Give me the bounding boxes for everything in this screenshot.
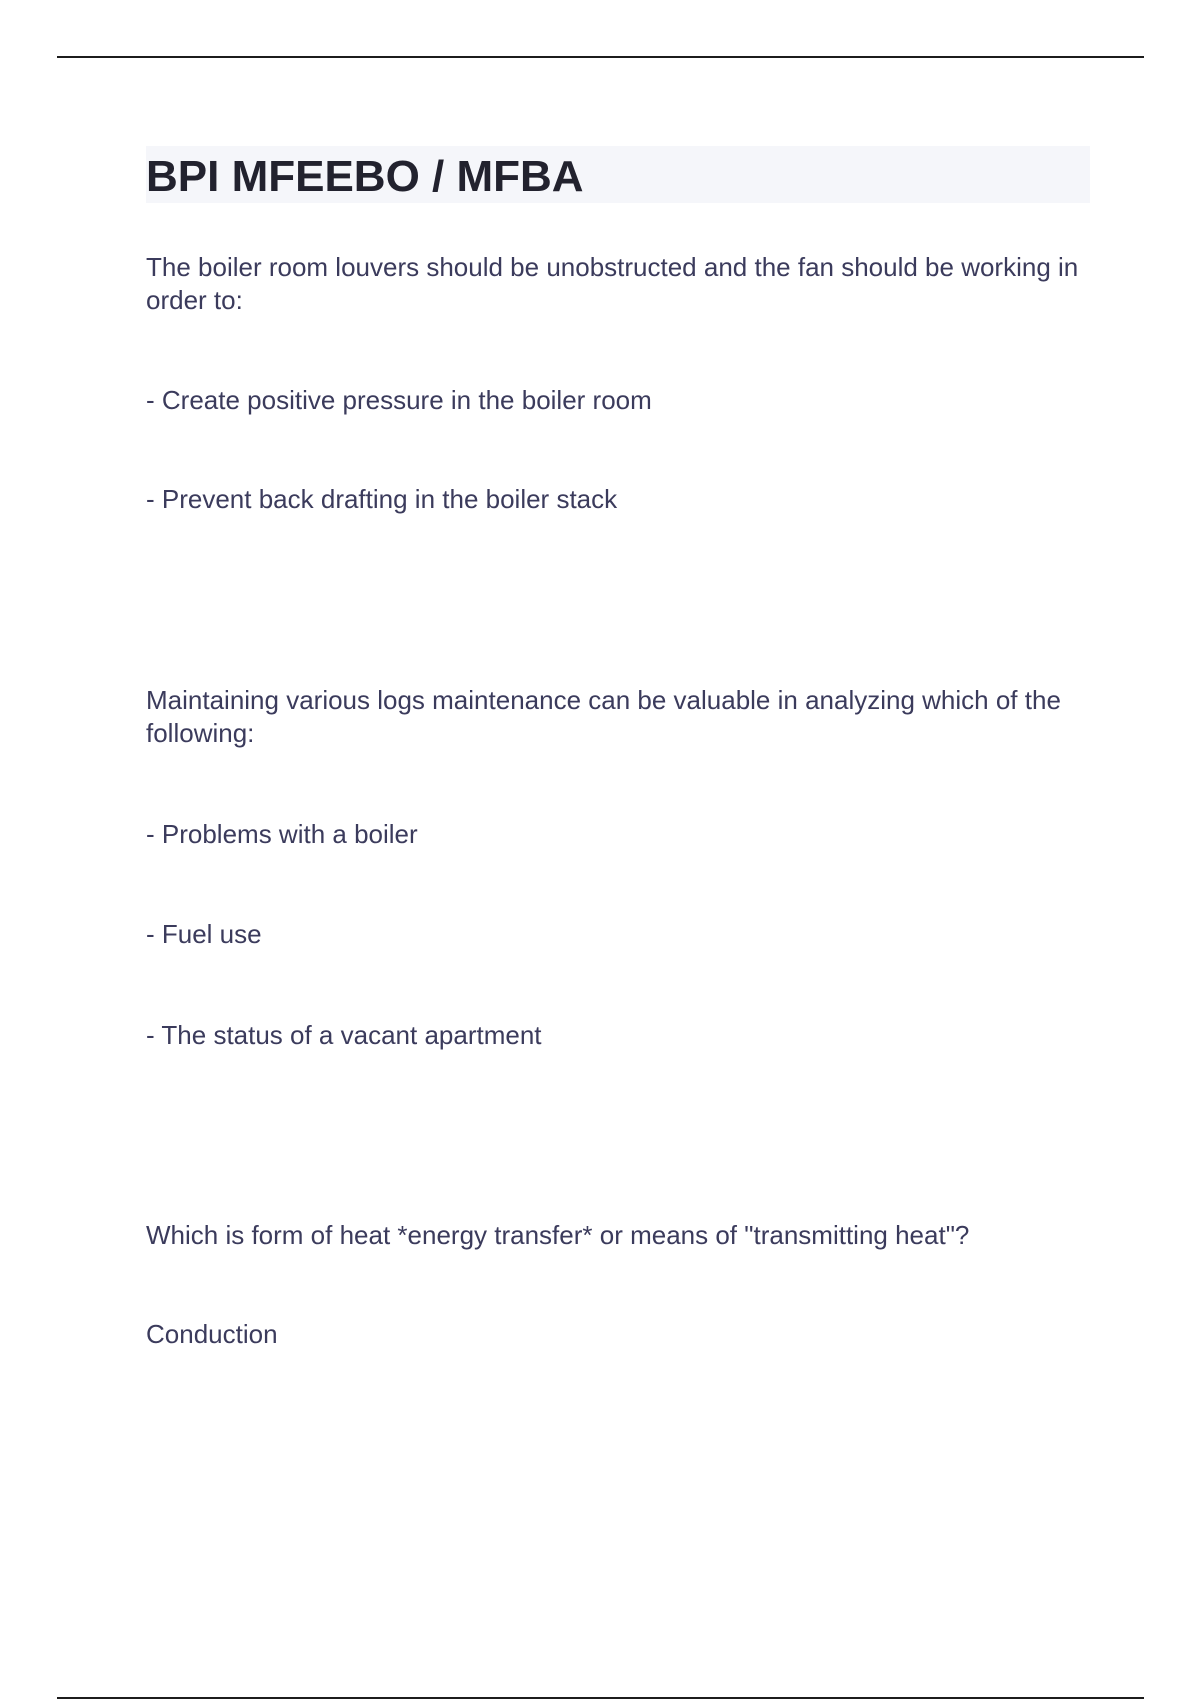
header-block bbox=[146, 146, 1090, 203]
question-3: Which is form of heat *energy transfer* or means of "transmitting heat"? bbox=[146, 1220, 970, 1250]
answer-2-3: - The status of a vacant apartment bbox=[146, 1020, 542, 1050]
bottom-rule bbox=[57, 1697, 1144, 1699]
question-2: Maintaining various logs maintenance can be valuable in analyzing which of the following: bbox=[146, 685, 1061, 748]
answer-2-2: - Fuel use bbox=[146, 919, 262, 949]
answer-1-1: - Create positive pressure in the boiler room bbox=[146, 385, 652, 415]
answer-1-2: - Prevent back drafting in the boiler stack bbox=[146, 484, 618, 514]
question-1: The boiler room louvers should be unobstructed and the fan should be working in order to: bbox=[146, 252, 1079, 315]
title-band bbox=[146, 146, 1090, 203]
page-title: BPI MFEEBO / MFBA bbox=[146, 151, 584, 201]
top-rule bbox=[57, 56, 1144, 58]
answer-3-1: Conduction bbox=[146, 1319, 278, 1349]
answer-2-1: - Problems with a boiler bbox=[146, 819, 418, 849]
